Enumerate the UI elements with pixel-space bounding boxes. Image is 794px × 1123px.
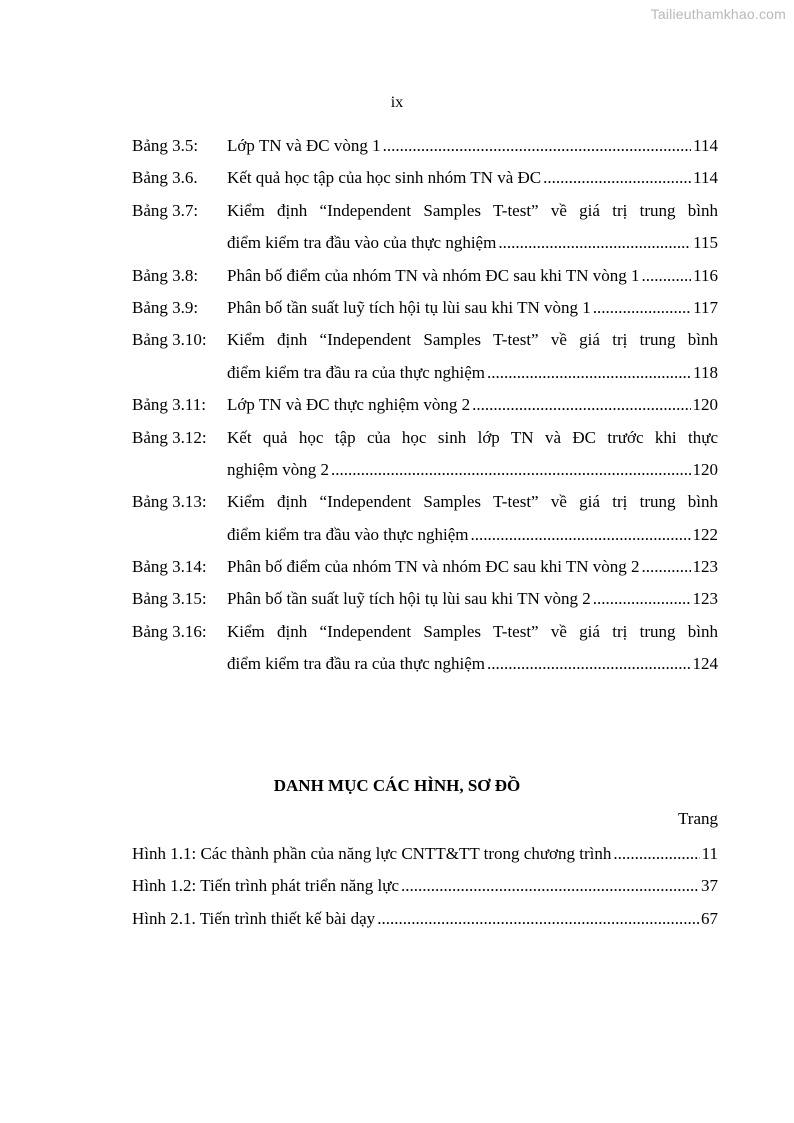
toc-entry [227,583,718,615]
toc-row [132,357,718,389]
toc-entry [227,422,718,454]
toc-entry [227,551,718,583]
toc-page-number: 123 [692,557,718,577]
toc-title: điểm kiểm tra đầu ra của thực nghiệm [227,654,485,674]
toc-leader-dots [331,454,691,486]
toc-title: Phân bố điểm của nhóm TN và nhóm ĐC sau khi TN vòng 1 [227,265,640,285]
toc-row [132,583,718,615]
toc-title: Kiểm định “Independent Samples T-test” về giá trị trung bình [227,621,718,641]
toc-row [132,454,718,486]
toc-title: điểm kiểm tra đầu vào của thực nghiệm [227,233,497,253]
toc-entry [227,389,718,421]
toc-row [132,616,718,648]
figure-page-number: 11 [701,844,718,863]
toc-entry [227,486,718,518]
toc-row [132,260,718,292]
toc-leader-dots [642,551,691,583]
toc-title: điểm kiểm tra đầu vào thực nghiệm [227,524,469,544]
toc-label: Bảng 3.9: [132,297,199,317]
toc-page-number: 118 [693,362,718,382]
figure-list [132,838,718,935]
toc-entry [227,162,718,194]
toc-label: Bảng 3.6. [132,168,198,188]
toc-page-number: 117 [693,297,718,317]
toc-page-number: 114 [693,168,718,188]
toc-label: Bảng 3.14: [132,557,207,577]
toc-entry [227,227,718,259]
figure-row [132,838,718,870]
toc-entry [227,130,718,162]
toc-entry [227,357,718,389]
toc-entry [227,519,718,551]
page-column-label: Trang [678,809,718,828]
toc-row [132,389,718,421]
toc-leader-dots [543,162,691,194]
toc-label: Bảng 3.10: [132,330,207,350]
figure-leader-dots [401,870,699,902]
toc-entry [227,324,718,356]
toc-leader-dots [383,130,691,162]
toc-leader-dots [487,357,691,389]
table-list [132,130,718,681]
toc-entry [227,454,718,486]
toc-entry [227,648,718,680]
toc-entry [227,292,718,324]
toc-page-number: 120 [692,395,718,415]
figure-leader-dots [613,838,699,870]
figure-row [132,870,718,902]
toc-row [132,324,718,356]
toc-label: Bảng 3.5: [132,136,199,155]
toc-row [132,519,718,551]
toc-label: Bảng 3.15: [132,589,207,609]
toc-row [132,195,718,227]
toc-label: Bảng 3.16: [132,621,207,641]
toc-row [132,648,718,680]
figure-page-number: 67 [701,908,718,928]
toc-row [132,130,718,162]
toc-label: Bảng 3.13: [132,492,207,512]
figure-row [132,903,718,935]
toc-leader-dots [498,227,691,259]
toc-title: điểm kiểm tra đầu ra của thực nghiệm [227,362,485,382]
toc-page-number: 123 [692,589,718,609]
toc-label: Bảng 3.8: [132,265,199,285]
toc-entry [227,260,718,292]
toc-title: Lớp TN và ĐC vòng 1 [227,136,381,155]
toc-label: Bảng 3.11: [132,395,206,415]
toc-title: Kiểm định “Independent Samples T-test” về giá trị trung bình [227,492,718,512]
watermark-text: Tailieuthamkhao.com [650,6,786,22]
toc-leader-dots [472,389,690,421]
toc-leader-dots [487,648,691,680]
toc-page-number: 122 [692,524,718,544]
toc-leader-dots [593,583,691,615]
toc-title: nghiệm vòng 2 [227,459,329,479]
toc-page-number: 115 [693,233,718,253]
toc-row [132,551,718,583]
toc-title: Lớp TN và ĐC thực nghiệm vòng 2 [227,395,471,415]
figure-title: Hình 1.2: Tiến trình phát triển năng lực [132,876,400,896]
toc-title: Kiểm định “Independent Samples T-test” về giá trị trung bình [227,330,718,350]
toc-label: Bảng 3.7: [132,200,199,220]
toc-row [132,486,718,518]
figure-title: Hình 2.1. Tiến trình thiết kế bài dạy [132,908,376,928]
toc-leader-dots [470,519,690,551]
toc-title: Kết quả học tập của học sinh lớp TN và ĐC trước khi thực [227,427,718,447]
toc-title: Phân bố điểm của nhóm TN và nhóm ĐC sau khi TN vòng 2 [227,557,640,577]
page-number: ix [390,94,404,111]
toc-label: Bảng 3.12: [132,427,207,447]
toc-row [132,422,718,454]
toc-page-number: 116 [693,265,718,285]
toc-leader-dots [593,292,691,324]
toc-title: Phân bố tần suất luỹ tích hội tụ lùi sau khi TN vòng 1 [227,297,591,317]
toc-leader-dots [642,260,692,292]
section-title: DANH MỤC CÁC HÌNH, SƠ ĐỒ [273,776,521,795]
toc-entry [227,195,718,227]
toc-row [132,227,718,259]
figure-title: Hình 1.1: Các thành phần của năng lực CNTT&TT trong chương trình [132,844,612,863]
toc-page-number: 120 [692,459,718,479]
toc-row [132,162,718,194]
toc-row [132,292,718,324]
figure-page-number: 37 [701,876,718,896]
toc-title: Kiểm định “Independent Samples T-test” về giá trị trung bình [227,200,718,220]
toc-title: Phân bố tần suất luỹ tích hội tụ lùi sau khi TN vòng 2 [227,589,591,609]
toc-page-number: 124 [692,654,718,674]
toc-entry [227,616,718,648]
figure-leader-dots [377,903,699,935]
toc-title: Kết quả học tập của học sinh nhóm TN và ĐC [227,168,542,188]
toc-page-number: 114 [693,136,718,155]
